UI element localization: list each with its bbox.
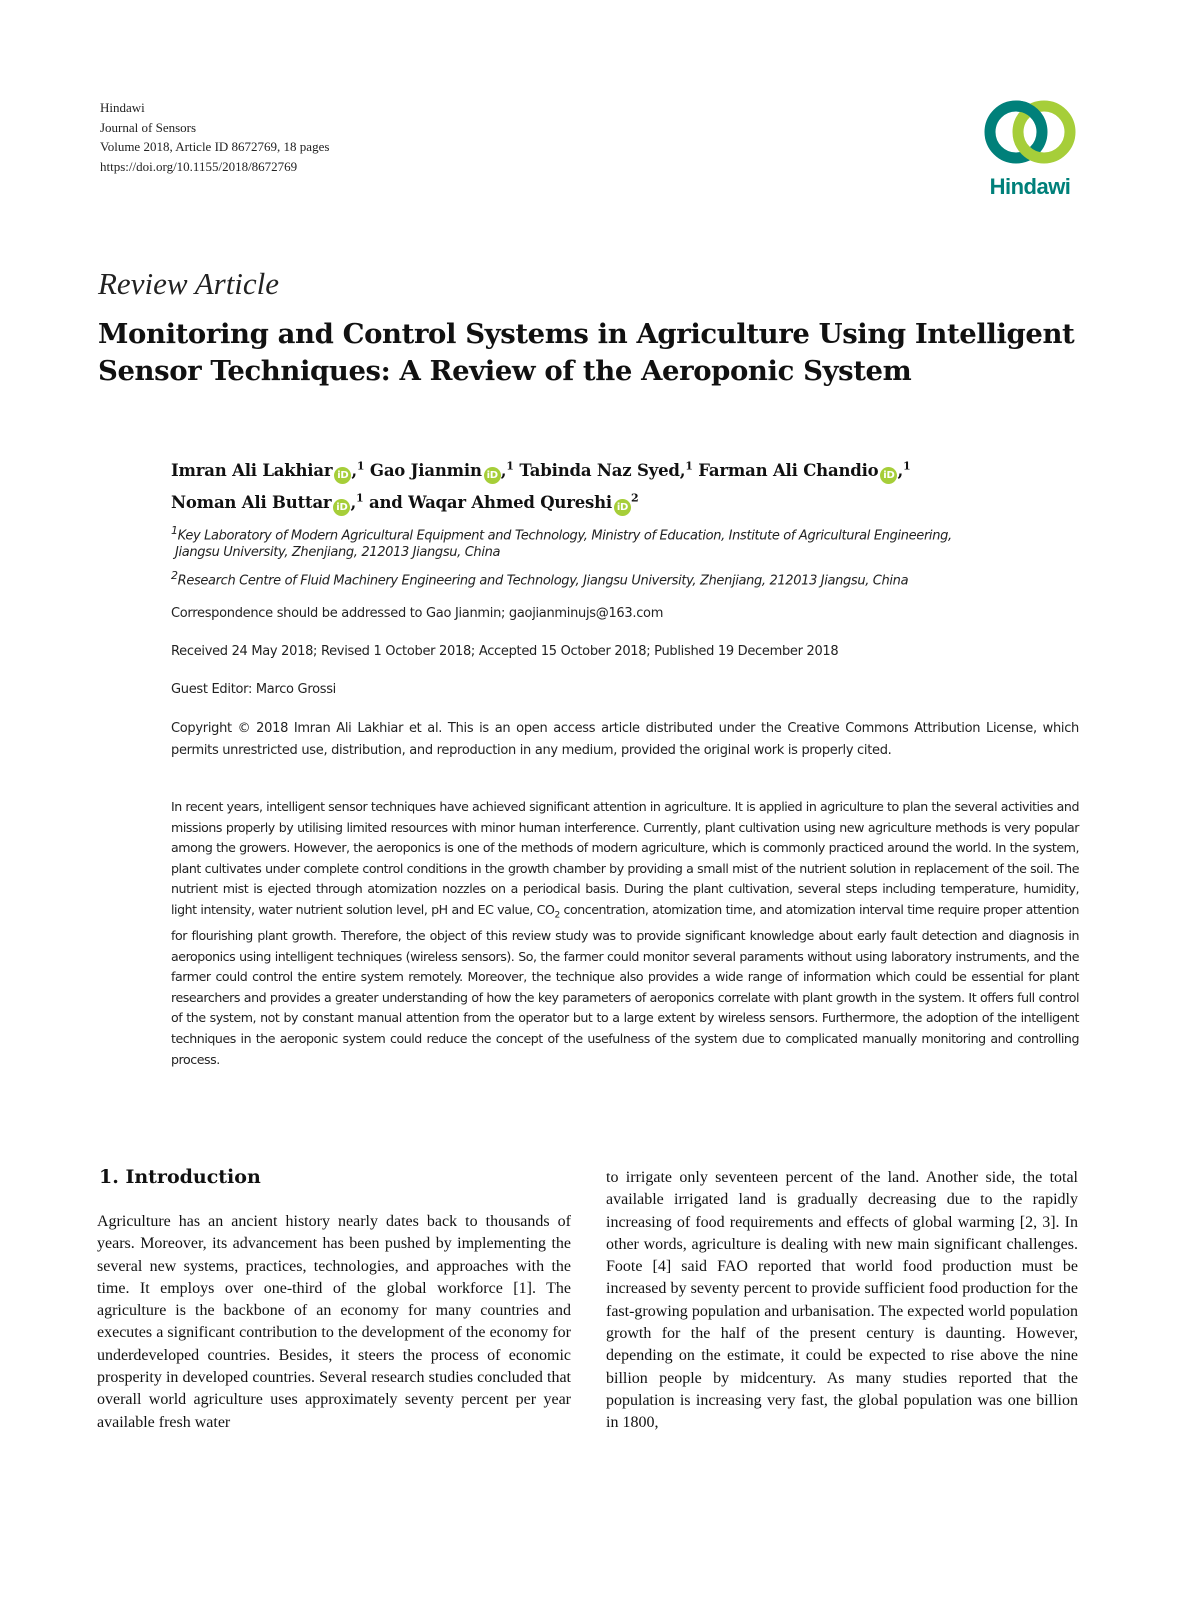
author: Tabinda Naz Syed,$^1$: [519, 459, 693, 480]
author: Gao Jianmin iD ,$^1$: [370, 461, 514, 480]
correspondence: Correspondence should be addressed to Gao Jianmin; gaojianminujs@163.com: [171, 606, 664, 621]
orcid-icon[interactable]: iD: [880, 467, 897, 484]
paper-title: Monitoring and Control Systems in Agriculture Using Intelligent Sensor Techniques: A Review of the Aeroponic System: [98, 318, 1075, 387]
affiliation-2: $^2$Research Centre of Fluid Machinery Engineering and Technology, Jiangsu University, Zhenjiang, 212013 Jiangsu, China: [171, 569, 909, 589]
author: Farman Ali Chandio iD ,$^1$: [698, 461, 910, 480]
copyright-notice: Copyright © 2018 Imran Ali Lakhiar et al. This is an open access article distributed under the Creative Commons Attribution License, which permits unrestricted use, distribution, and reproduction in any medium, provided the original work is properly cited.: [171, 721, 1079, 758]
author: and Waqar Ahmed Qureshi $iD^2$: [369, 493, 638, 512]
publication-dates: Received 24 May 2018; Revised 1 October 2018; Accepted 15 October 2018; Published 19 December 2018: [171, 644, 839, 659]
journal-header: [100, 98, 329, 176]
orcid-icon[interactable]: iD: [334, 467, 351, 484]
publisher-name: Hindawi: [100, 100, 145, 115]
interlocking-rings-icon: [982, 96, 1078, 168]
volume-line: Volume 2018, Article ID 8672769, 18 pages: [100, 139, 330, 154]
orcid-icon[interactable]: iD: [484, 467, 501, 484]
doi-link[interactable]: https://doi.org/10.1155/2018/8672769: [100, 158, 298, 174]
orcid-icon[interactable]: iD: [614, 499, 631, 516]
author: Imran Ali Lakhiar iD ,$^1$: [171, 461, 364, 480]
affiliation-1: $^1$Key Laboratory of Modern Agricultural Equipment and Technology, Ministry of Education, Institute of Agricultural Engineering,: [171, 524, 952, 544]
article-type: Review Article: [98, 266, 280, 301]
affiliation-1-cont: Jiangsu University, Zhenjiang, 212013 Jiangsu, China: [175, 545, 501, 560]
author: Noman Ali Buttar iD ,$^1$: [171, 493, 363, 512]
author-list: [171, 452, 1071, 517]
hindawi-logo: [978, 96, 1082, 204]
journal-name: Journal of Sensors: [100, 119, 197, 135]
intro-column-left: Agriculture has an ancient history nearly dates back to thousands of years. Moreover, its advancement has been pushed by implementing the several new systems, practices, technologies, and approaches with the time. It employs over one-third of the global workforce [1]. The agriculture is the backbone of an economy for many countries and executes a significant contribution to the development of the economy for underdeveloped countries. Besides, it steers the process of economic prosperity in developed countries. Several research studies concluded that overall world agriculture uses approximately seventy percent per year available fresh water: [97, 1213, 571, 1431]
orcid-icon[interactable]: iD: [333, 499, 350, 516]
logo-wordmark: Hindawi: [989, 174, 1071, 199]
intro-column-right: to irrigate only seventeen percent of the land. Another side, the total available irrigated land is gradually decreasing due to the rapidly increasing of food requirements and effects of global warming [2, 3]. In other words, agriculture is dealing with new main significant challenges. Foote [4] said FAO reported that world food production must be increased by seventy percent to provide sufficient food production for the fast-growing population and urbanisation. The expected world population growth for the half of the present century is daunting. However, depending on the estimate, it could be expected to rise above the nine billion people by midcentury. As many studies reported that the population is increasing very fast, the global population was one billion in 1800,: [606, 1169, 1078, 1432]
abstract: In recent years, intelligent sensor techniques have achieved significant attention in agriculture. It is applied in agriculture to plan the several activities and missions properly by utilising limited resources with minor human interference. Currently, plant cultivation using new agriculture methods is very popular among the growers. However, the aeroponics is one of the methods of modern agriculture, which is commonly practiced around the world. In the system, plant cultivates under complete control conditions in the growth chamber by providing a small mist of the nutrient solution in replacement of the soil. The nutrient mist is ejected through atomization nozzles on a periodical basis. During the plant cultivation, several steps including temperature, humidity, light intensity, water nutrient solution level, pH and EC value, $CO_2$ concentration, atomization time, and atomization interval time require proper attention for flourishing plant growth. Therefore, the object of this review study was to provide significant knowledge about early fault detection and diagnosis in aeroponics using intelligent techniques (wireless sensors). So, the farmer could monitor several paraments without using laboratory instruments, and the farmer could control the entire system remotely. Moreover, the technique also provides a wide range of information which could be essential for plant researchers and provides a greater understanding of how the key parameters of aeroponics correlate with plant growth in the system. It offers full control of the system, not by constant manual attention from the operator but to a large extent by wireless sensors. Furthermore, the adoption of the intelligent techniques in the aeroponic system could reduce the concept of the usefulness of the system due to complicated manually monitoring and controlling process.: [171, 799, 1079, 1067]
guest-editor: Guest Editor: Marco Grossi: [171, 682, 336, 697]
section-heading: 1. Introduction: [99, 1166, 261, 1188]
